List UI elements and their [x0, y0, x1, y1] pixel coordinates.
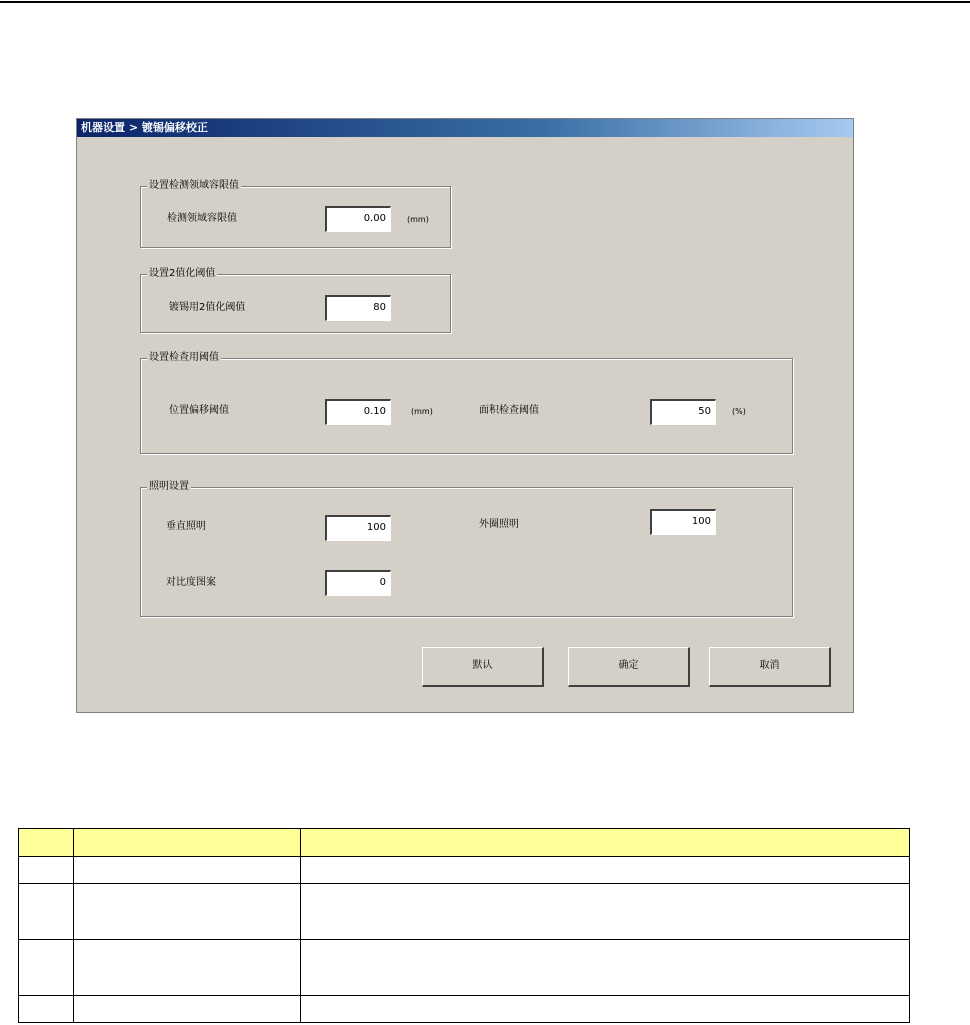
group-lighting: [140, 481, 793, 617]
table-row: [19, 857, 910, 884]
group-title-binarization: 设置2值化阈值: [149, 268, 216, 279]
unit-area-check: (%): [732, 407, 746, 416]
cancel-button[interactable]: 取消: [709, 647, 831, 687]
table-row: [19, 996, 910, 1023]
table-cell: [19, 996, 74, 1023]
description-table: [18, 828, 910, 1023]
page-top-rule: [0, 1, 970, 3]
label-vertical-lighting: 垂直照明: [166, 521, 206, 532]
group-inspection: [140, 352, 793, 454]
outer-lighting-input[interactable]: 100: [650, 509, 716, 535]
table-cell: [19, 857, 74, 884]
table-cell: [301, 940, 910, 996]
label-outer-lighting: 外圈照明: [479, 519, 519, 530]
table-cell: [19, 940, 74, 996]
window-title: 机器设置 > 镀锡偏移校正: [77, 119, 853, 137]
table-cell: [74, 940, 301, 996]
table-header-row: [19, 829, 910, 857]
table-header-cell: [19, 829, 74, 857]
table-cell: [19, 884, 74, 940]
table-cell: [301, 884, 910, 940]
label-detection-tolerance: 检测领域容限值: [167, 213, 237, 224]
position-offset-input[interactable]: 0.10: [325, 399, 391, 425]
table-cell: [74, 996, 301, 1023]
table-cell: [74, 884, 301, 940]
group-title-inspection: 设置检查用阈值: [149, 352, 219, 363]
area-check-input[interactable]: 50: [650, 399, 716, 425]
default-button[interactable]: 默认: [422, 647, 544, 687]
table-cell: [74, 857, 301, 884]
label-area-check: 面积检查阈值: [479, 405, 539, 416]
vertical-lighting-input[interactable]: 100: [325, 515, 391, 541]
group-detection-tolerance: [140, 180, 451, 248]
table-header-cell: [74, 829, 301, 857]
table-cell: [301, 996, 910, 1023]
label-position-offset: 位置偏移阈值: [169, 405, 229, 416]
dialog-window: [76, 118, 854, 713]
unit-detection-tolerance: (mm): [407, 215, 429, 224]
table-cell: [301, 857, 910, 884]
table-header-cell: [301, 829, 910, 857]
binarization-input[interactable]: 80: [325, 295, 391, 321]
unit-position-offset: (mm): [411, 407, 433, 416]
group-title-detection-tolerance: 设置检测领域容限值: [149, 180, 239, 191]
group-binarization: [140, 268, 451, 333]
table-row: [19, 940, 910, 996]
label-binarization: 镀锡用2值化阈值: [169, 302, 246, 313]
table-row: [19, 884, 910, 940]
detection-tolerance-input[interactable]: 0.00: [325, 206, 391, 232]
label-contrast-pattern: 对比度图案: [166, 577, 216, 588]
ok-button[interactable]: 确定: [568, 647, 690, 687]
group-title-lighting: 照明设置: [149, 481, 189, 492]
contrast-pattern-input[interactable]: 0: [325, 570, 391, 596]
